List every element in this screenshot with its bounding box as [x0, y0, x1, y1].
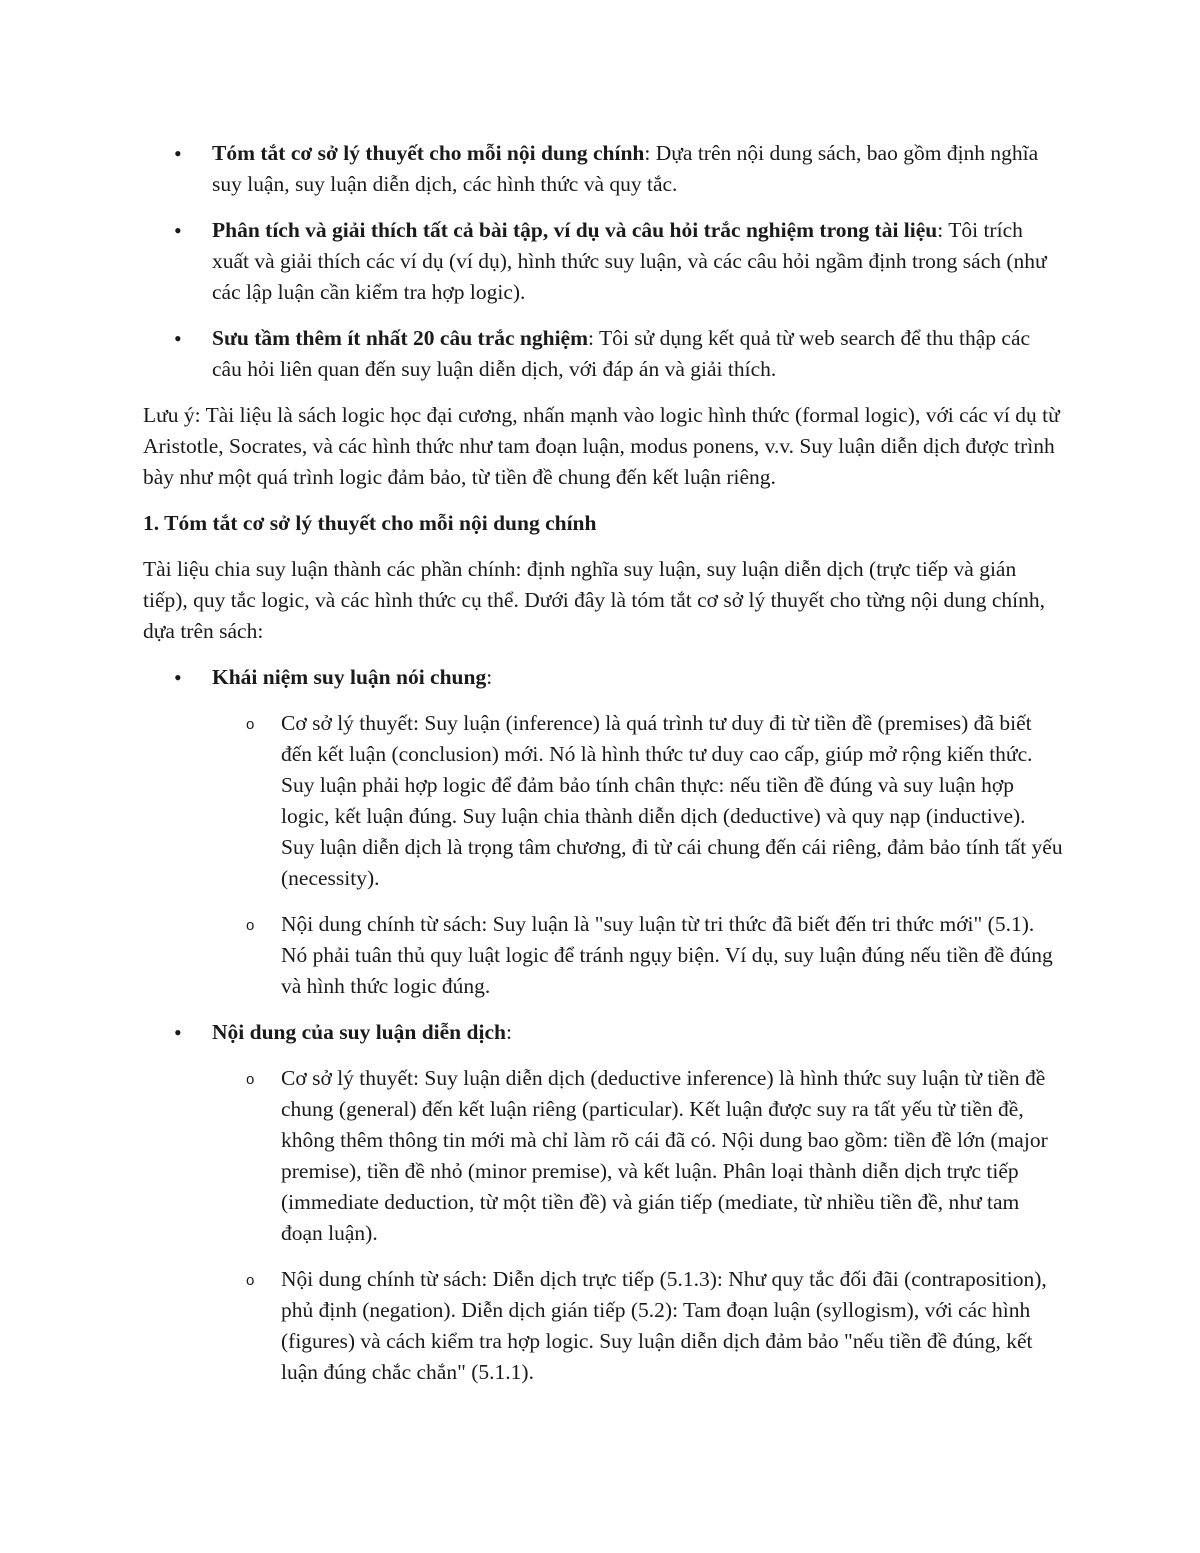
list-item [143, 323, 1063, 385]
sub-list-item: o Nội dung chính từ sách: Suy luận là "suy luận từ tri thức đã biết đến tri thức mới" (5.1). Nó phải tuân thủ quy luật logic để tránh ngụy biện. Ví dụ, suy luận đúng nếu tiền đề đúng và hình thức logic đúng. [212, 909, 1063, 1002]
bullet-bold-title: Sưu tầm thêm ít nhất 20 câu trắc nghiệm [212, 326, 588, 350]
section-intro-paragraph: Tài liệu chia suy luận thành các phần chính: định nghĩa suy luận, suy luận diễn dịch (trực tiếp và gián tiếp), quy tắc logic, và các hình thức cụ thể. Dưới đây là tóm tắt cơ sở lý thuyết cho từng nội dung chính, dựa trên sách: [143, 557, 1045, 643]
topic-suffix: : [505, 1020, 512, 1044]
topic-title: Khái niệm suy luận nói chung [212, 665, 487, 689]
bullet-text: : Tôi sử dụng kết quả từ web search để thu thập các câu hỏi liên quan đến suy luận diễn dịch, với đáp án và giải thích. [212, 326, 1031, 381]
sub-list-item: o Cơ sở lý thuyết: Suy luận diễn dịch (deductive inference) là hình thức suy luận từ tiền đề chung (general) đến kết luận riêng (particular). Kết luận được suy ra tất yếu từ tiền đề, không thêm thông tin mới mà chỉ làm rõ cái đã có. Nội dung bao gồm: tiền đề lớn (major premise), tiền đề nhỏ (minor premise), và kết luận. Phân loại thành diễn dịch trực tiếp (immediate deduction, từ một tiền đề) và gián tiếp (mediate, từ nhiều tiền đề, như tam đoạn luận). [212, 1063, 1063, 1249]
bullet-text: : Dựa trên nội dung sách, bao gồm định nghĩa suy luận, suy luận diễn dịch, các hình thức và quy tắc. [212, 141, 1039, 196]
topic-title: Nội dung của suy luận diễn dịch [212, 1020, 506, 1044]
section-heading: 1. Tóm tắt cơ sở lý thuyết cho mỗi nội dung chính [143, 511, 597, 535]
topic-suffix: : [486, 665, 493, 689]
list-item [143, 215, 1063, 308]
document-page [143, 138, 1063, 1403]
topic-list [143, 662, 1063, 1388]
bullet-bold-title: Phân tích và giải thích tất cả bài tập, ví dụ và câu hỏi trắc nghiệm trong tài liệu [212, 218, 938, 242]
note-paragraph: Lưu ý: Tài liệu là sách logic học đại cương, nhấn mạnh vào logic hình thức (formal logic), với các ví dụ từ Aristotle, Socrates, và các hình thức như tam đoạn luận, modus ponens, v.v. Suy luận diễn dịch được trình bày như một quá trình logic đảm bảo, từ tiền đề chung đến kết luận riêng. [143, 403, 1060, 489]
list-item [143, 138, 1063, 200]
bullet-bold-title: Tóm tắt cơ sở lý thuyết cho mỗi nội dung chính [212, 141, 645, 165]
bullet-text: : Tôi trích xuất và giải thích các ví dụ (ví dụ), hình thức suy luận, và các câu hỏi ngầm định trong sách (như các lập luận cần kiểm tra hợp logic). [212, 218, 1047, 304]
sub-list-item: o Nội dung chính từ sách: Diễn dịch trực tiếp (5.1.3): Như quy tắc đối đãi (contraposition), phủ định (negation). Diễn dịch gián tiếp (5.2): Tam đoạn luận (syllogism), với các hình (figures) và cách kiểm tra hợp logic. Suy luận diễn dịch đảm bảo "nếu tiền đề đúng, kết luận đúng chắc chắn" (5.1.1). [212, 1264, 1063, 1388]
sub-list-item: o Cơ sở lý thuyết: Suy luận (inference) là quá trình tư duy đi từ tiền đề (premises) đã biết đến kết luận (conclusion) mới. Nó là hình thức tư duy cao cấp, giúp mở rộng kiến thức. Suy luận phải hợp logic để đảm bảo tính chân thực: nếu tiền đề đúng và suy luận hợp logic, kết luận đúng. Suy luận chia thành diễn dịch (deductive) và quy nạp (inductive). Suy luận diễn dịch là trọng tâm chương, đi từ cái chung đến cái riêng, đảm bảo tính tất yếu (necessity). [212, 708, 1063, 894]
sub-list [212, 1063, 1063, 1388]
intro-bullet-list [143, 138, 1063, 385]
topic-item [143, 1017, 1063, 1388]
sub-list [212, 708, 1063, 1002]
topic-item [143, 662, 1063, 1002]
